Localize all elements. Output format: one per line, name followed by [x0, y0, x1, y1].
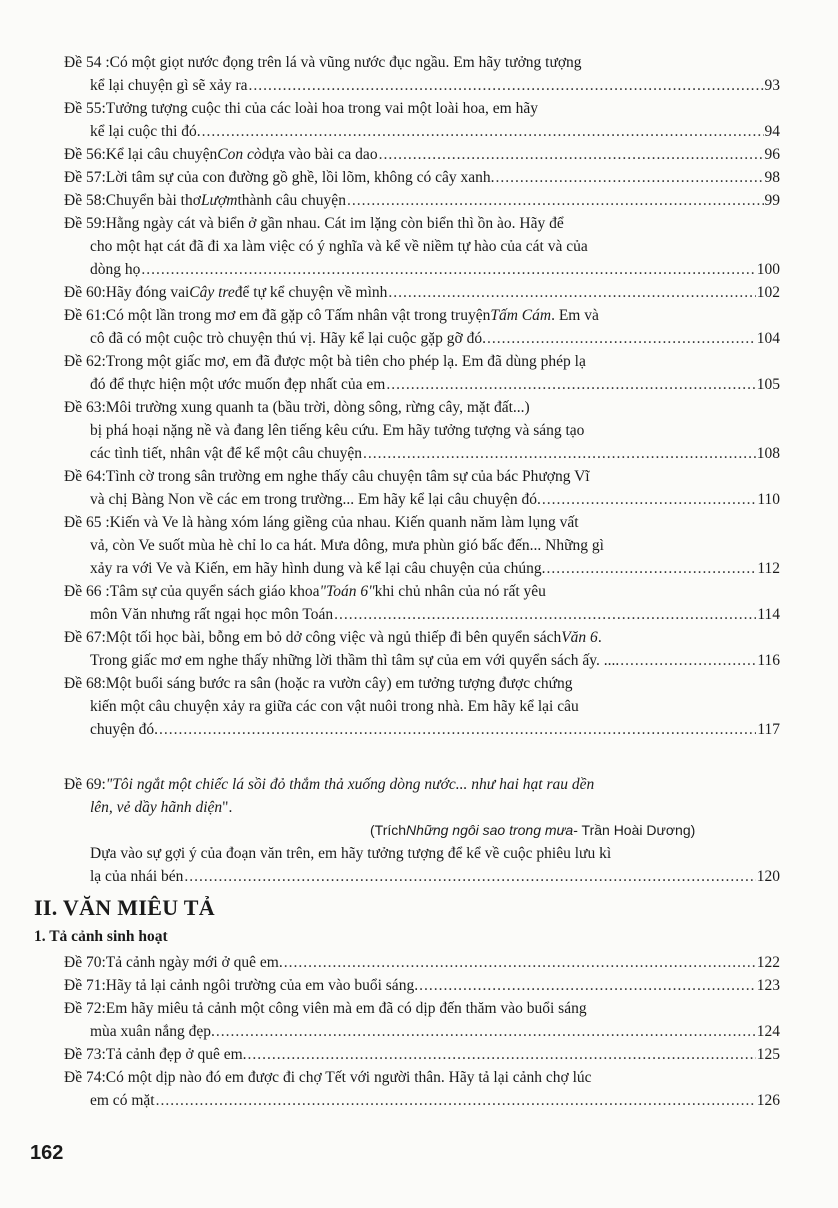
dot-leader [487, 327, 756, 350]
toc-line [64, 419, 780, 442]
toc-label: Đề 63: [64, 399, 106, 416]
toc-entry [64, 97, 780, 143]
toc-label: Đề 55: [64, 100, 106, 117]
toc-page-number: 104 [756, 330, 780, 347]
toc-text: Kiến và Ve là hàng xóm láng giềng của nhau. Kiến quanh năm làm lụng vất [109, 514, 579, 531]
toc-text: chuyện đó. [90, 721, 159, 738]
toc-page-number: 108 [756, 445, 780, 462]
toc-page-number: 120 [756, 868, 780, 885]
toc-text: Tả cảnh đẹp ở quê em. [105, 1046, 247, 1063]
toc-entry [64, 997, 780, 1043]
toc-entry [64, 465, 780, 511]
quote-line: lên, vẻ dầy hãnh diện [90, 799, 223, 816]
toc-text: Dựa vào sự gợi ý của đoạn văn trên, em hãy tưởng tượng để kể về cuộc phiêu lưu kì [90, 845, 612, 862]
toc-text: kiến một câu chuyện xảy ra giữa các con vật nuôi trong nhà. Em hãy kể lại câu [90, 698, 579, 715]
toc-label: Đề 57: [64, 169, 106, 186]
toc-line [64, 580, 780, 603]
toc-text: Có một lần trong mơ em đã gặp cô Tấm nhân vật trong truyện [105, 307, 491, 324]
toc-line [64, 166, 780, 189]
section-title: II. VĂN MIÊU TẢ [34, 895, 215, 920]
toc-text: Em hãy miêu tả cảnh một công viên mà em đã có dịp đến thăm vào buổi sáng [105, 1000, 587, 1017]
toc-entry [64, 189, 780, 212]
toc-text: Lời tâm sự của con đường gồ ghề, lồi lõm, không có cây xanh. [105, 169, 495, 186]
toc-text: mùa xuân nắng đẹp. [90, 1023, 215, 1040]
dot-leader [620, 649, 756, 672]
toc-line [64, 718, 780, 741]
toc-text: Môi trường xung quanh ta (bầu trời, dòng sông, rừng cây, mặt đất...) [105, 399, 530, 416]
toc-line [64, 1043, 780, 1066]
toc-text: bị phá hoại nặng nề và đang lên tiếng kêu cứu. Em hãy tưởng tượng và sáng tạo [90, 422, 585, 439]
toc-title-italic: Văn 6 [561, 629, 598, 646]
toc-text: lạ của nhái bén [90, 868, 184, 885]
toc-page-number: 124 [756, 1023, 780, 1040]
toc-text: Có một giọt nước đọng trên lá và vũng nước đục ngầu. Em hãy tưởng tượng [109, 54, 582, 71]
toc-line [64, 997, 780, 1020]
toc-line [64, 534, 780, 557]
toc-entry [64, 1043, 780, 1066]
toc-text: Hãy tả lại cảnh ngôi trường của em vào buổi sáng. [105, 977, 419, 994]
toc-entry [64, 143, 780, 166]
toc-text: vả, còn Ve suốt mùa hè chỉ lo ca hát. Mưa dông, mưa phùn gió bấc đến... Những gì [90, 537, 604, 554]
toc-label: Đề 58: [64, 192, 106, 209]
toc-line [64, 796, 780, 819]
toc-line [64, 235, 780, 258]
toc-line [64, 488, 780, 511]
toc-page-number: 116 [757, 652, 780, 669]
toc-page-number: 117 [757, 721, 780, 738]
toc-label: Đề 61: [64, 307, 106, 324]
toc-label: Đề 65 : [64, 514, 110, 531]
toc-line [64, 396, 780, 419]
toc-label: Đề 73: [64, 1046, 106, 1063]
toc-line [64, 373, 780, 396]
toc-text: dựa vào bài ca dao [261, 146, 378, 163]
toc-line [64, 695, 780, 718]
toc-label: Đề 71: [64, 977, 106, 994]
toc-line [64, 258, 780, 281]
dot-leader [388, 281, 755, 304]
toc-title-italic: Tấm Cám [490, 307, 552, 324]
toc-text: thành câu chuyện [237, 192, 346, 209]
dot-leader [184, 865, 755, 888]
dot-leader [249, 74, 764, 97]
toc-label: Đề 54 : [64, 54, 110, 71]
toc-entry [64, 350, 780, 396]
toc-text: Có một dịp nào đó em được đi chợ Tết với người thân. Hãy tả lại cảnh chợ lúc [105, 1069, 592, 1086]
toc-line [64, 557, 780, 580]
toc-line [64, 649, 780, 672]
toc-label: Đề 62: [64, 353, 106, 370]
toc-line [64, 951, 780, 974]
toc-line [64, 626, 780, 649]
dot-leader [159, 718, 756, 741]
toc-label: Đề 59: [64, 215, 106, 232]
toc-text: dòng họ [90, 261, 141, 278]
toc-text: môn Văn nhưng rất ngại học môn Toán [90, 606, 334, 623]
quote-citation [64, 819, 780, 842]
toc-line [64, 1089, 780, 1112]
toc-entry [64, 672, 780, 741]
toc-label: Đề 60: [64, 284, 106, 301]
toc-text: Tưởng tượng cuộc thi của các loài hoa trong vai một loài hoa, em hãy [105, 100, 538, 117]
toc-label: Đề 56: [64, 146, 106, 163]
toc-line [64, 212, 780, 235]
toc-page-number: 100 [756, 261, 780, 278]
dot-leader [141, 258, 755, 281]
toc-page-number: 98 [764, 169, 780, 186]
toc-line [64, 143, 780, 166]
toc-label: Đề 70: [64, 954, 106, 971]
toc-entry [64, 304, 780, 350]
toc-text: Tình cờ trong sân trường em nghe thấy câu chuyện tâm sự của bác Phượng Vĩ [105, 468, 590, 485]
dot-leader [496, 166, 764, 189]
toc-title-italic: "Toán 6" [319, 583, 375, 600]
toc-label: Đề 66 : [64, 583, 110, 600]
toc-line [64, 97, 780, 120]
toc-line [64, 304, 780, 327]
toc-label: Đề 68: [64, 675, 106, 692]
toc-text: khi chủ nhân của nó rất yêu [374, 583, 546, 600]
dot-leader [202, 120, 764, 143]
toc-text: em có mặt [90, 1092, 155, 1109]
toc-page-number: 110 [757, 491, 780, 508]
toc-line [64, 672, 780, 695]
toc-page-number: 105 [756, 376, 780, 393]
toc-text: cho một hạt cát đã đi xa làm việc có ý nghĩa và kể về niềm tự hào của cát và của [90, 238, 588, 255]
toc-entry [64, 396, 780, 465]
toc-line [64, 350, 780, 373]
toc-page-number: 99 [764, 192, 780, 209]
toc-text: xảy ra với Ve và Kiến, em hãy hình dung và kể lại câu chuyện của chúng. [90, 560, 546, 577]
dot-leader [542, 488, 756, 511]
toc-line [64, 465, 780, 488]
toc-text: Tả cảnh ngày mới ở quê em. [105, 954, 283, 971]
toc-text: và chị Bàng Non về các em trong trường... Em hãy kể lại câu chuyện đó. [90, 491, 541, 508]
dot-leader [284, 951, 756, 974]
toc-entry [64, 1066, 780, 1112]
toc-text: để tự kể chuyện về mình [234, 284, 388, 301]
toc-page-number: 114 [757, 606, 780, 623]
quote-end: ". [222, 799, 233, 816]
dot-leader [379, 143, 764, 166]
toc-line [64, 974, 780, 997]
toc-label: Đề 67: [64, 629, 106, 646]
dot-leader [248, 1043, 756, 1066]
citation-suffix: - Trần Hoài Dương) [573, 822, 696, 838]
subsection-title: 1. Tả cảnh sinh hoạt [34, 928, 168, 945]
toc-text: cô đã có một cuộc trò chuyện thú vị. Hãy kể lại cuộc gặp gỡ đó. [90, 330, 487, 347]
quote-line: "Tôi ngắt một chiếc lá sồi đỏ thắm thả xuống dòng nước... như hai hạt rau dền [105, 776, 595, 793]
dot-leader [363, 442, 756, 465]
toc-page-number: 94 [764, 123, 780, 140]
dot-leader [156, 1089, 756, 1112]
toc-entry [64, 212, 780, 281]
toc-text: Một buổi sáng bước ra sân (hoặc ra vườn cây) em tưởng tượng được chứng [105, 675, 573, 692]
dot-leader [547, 557, 757, 580]
toc-entry [64, 51, 780, 97]
citation-title: Những ngôi sao trong mưa [406, 822, 574, 838]
toc-line [64, 74, 780, 97]
dot-leader [347, 189, 764, 212]
toc-title-italic: Lượm [200, 192, 238, 209]
toc-line [64, 773, 780, 796]
toc-page-number: 112 [757, 560, 780, 577]
toc-entry-69 [64, 773, 780, 888]
page-number: 162 [30, 1142, 64, 1164]
dot-leader [386, 373, 755, 396]
toc-line [64, 281, 780, 304]
toc-line [64, 1066, 780, 1089]
toc-label: Đề 64: [64, 468, 106, 485]
toc-text: Trong giấc mơ em nghe thấy những lời thầm thì tâm sự của em với quyển sách ấy. .... [90, 652, 620, 669]
toc-line [64, 603, 780, 626]
toc-text: . Em và [551, 307, 599, 324]
toc-page-number: 122 [756, 954, 780, 971]
toc-page-number: 96 [764, 146, 780, 163]
dot-leader [216, 1020, 756, 1043]
toc-page-number: 126 [756, 1092, 780, 1109]
toc-entry [64, 166, 780, 189]
toc-text: Một tối học bài, bỗng em bỏ dở công việc và ngủ thiếp đi bên quyển sách [105, 629, 562, 646]
toc-text: kể lại chuyện gì sẽ xảy ra [90, 77, 248, 94]
toc-line [64, 442, 780, 465]
toc-line [64, 1020, 780, 1043]
toc-title-italic: Con cò [217, 146, 262, 163]
toc-text: Chuyển bài thơ [105, 192, 201, 209]
toc-text: đó để thực hiện một ước muốn đẹp nhất của em [90, 376, 386, 393]
toc-line [64, 327, 780, 350]
toc-text: Hãy đóng vai [105, 284, 190, 301]
dot-leader [419, 974, 756, 997]
toc-text: các tình tiết, nhân vật để kể một câu chuyện [90, 445, 363, 462]
toc-text: Tâm sự của quyển sách giáo khoa [109, 583, 320, 600]
toc-page-number: 102 [756, 284, 780, 301]
toc-line [64, 511, 780, 534]
toc-text: . [597, 629, 602, 646]
toc-page-number: 93 [764, 77, 780, 94]
toc-label: Đề 69: [64, 776, 106, 793]
toc-line [64, 842, 780, 865]
toc-text: Kể lại câu chuyện [105, 146, 218, 163]
toc-line [64, 120, 780, 143]
toc-entry [64, 511, 780, 580]
toc-page-number: 123 [756, 977, 780, 994]
toc-label: Đề 72: [64, 1000, 106, 1017]
toc-text: Hằng ngày cát và biển ở gần nhau. Cát im lặng còn biển thì ồn ào. Hãy để [105, 215, 564, 232]
toc-entry [64, 580, 780, 626]
toc-entry [64, 626, 780, 672]
toc-text: Trong một giấc mơ, em đã được một bà tiên cho phép lạ. Em đã dùng phép lạ [105, 353, 586, 370]
toc-entry [64, 281, 780, 304]
toc-label: Đề 74: [64, 1069, 106, 1086]
toc-line [64, 51, 780, 74]
toc-entry [64, 951, 780, 974]
toc-text: kể lại cuộc thi đó. [90, 123, 201, 140]
toc-line [64, 189, 780, 212]
toc-page-number: 125 [756, 1046, 780, 1063]
toc-entry [64, 974, 780, 997]
citation-prefix: (Trích [370, 822, 407, 838]
dot-leader [334, 603, 756, 626]
toc-title-italic: Cây tre [189, 284, 235, 301]
toc-line [64, 865, 780, 888]
